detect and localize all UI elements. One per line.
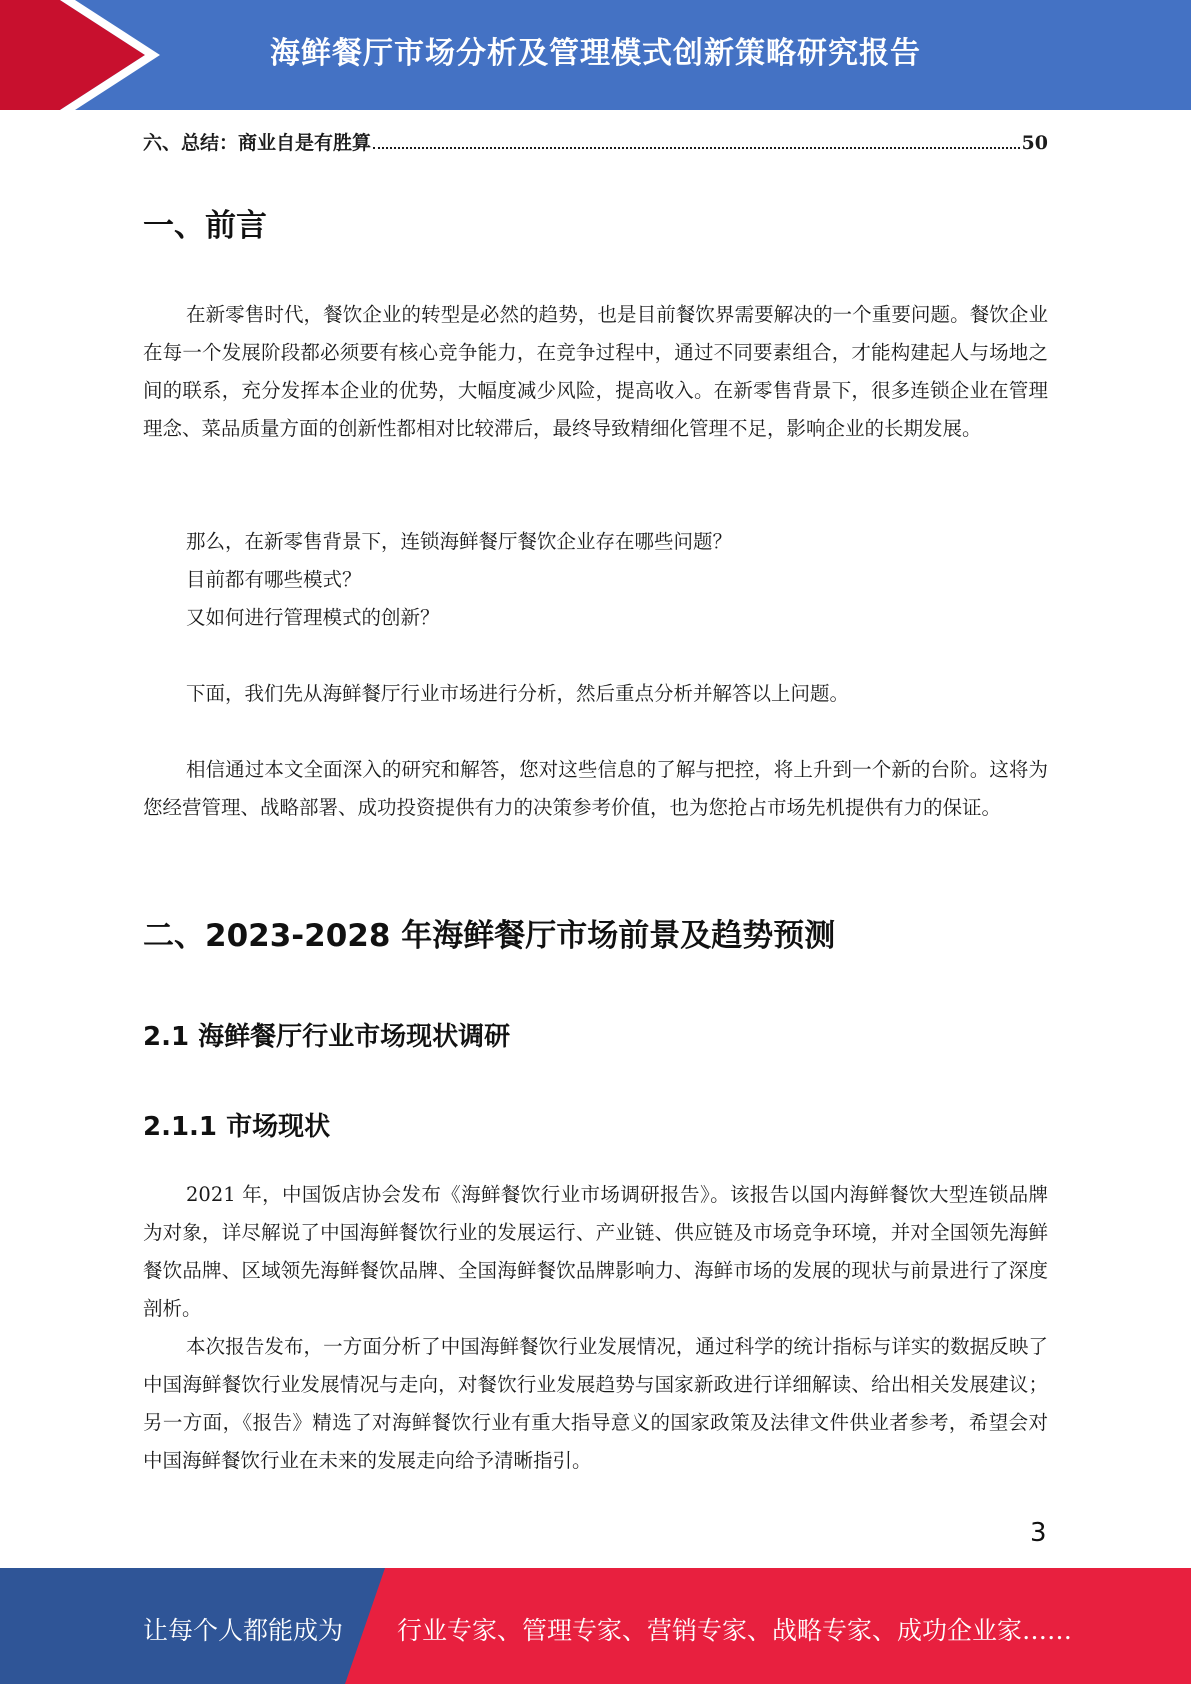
- market-status-paragraph-2: 本次报告发布，一方面分析了中国海鲜餐饮行业发展情况，通过科学的统计指标与详实的数据反映了中国海鲜餐饮行业发展情况与走向，对餐饮行业发展趋势与国家新政进行详细解读、给出相关发展建议；另一方面，《报告》精选了对海鲜餐饮行业有重大指导意义的国家政策及法律文件供业者参考，希望会对中国海鲜餐饮行业在未来的发展走向给予清晰指引。: [143, 1335, 1048, 1472]
- toc-entry[interactable]: [143, 128, 1048, 162]
- report-title: 海鲜餐厅市场分析及管理模式创新策略研究报告: [270, 36, 921, 71]
- page-header: [0, 0, 1191, 110]
- preface-paragraph-2: 下面，我们先从海鲜餐厅行业市场进行分析，然后重点分析并解答以上问题。: [186, 682, 850, 705]
- page-number: 3: [1030, 1518, 1047, 1548]
- toc-leader-dots: [373, 147, 1020, 149]
- footer-slogan-right: 行业专家、管理专家、营销专家、战略专家、成功企业家……: [397, 1616, 1073, 1645]
- section-heading-forecast: 二、2023-2028 年海鲜餐厅市场前景及趋势预测: [143, 918, 836, 954]
- footer-slogan-left: 让每个人都能成为: [143, 1616, 344, 1645]
- market-status-paragraph-1: 2021 年，中国饭店协会发布《海鲜餐饮行业市场调研报告》。该报告以国内海鲜餐饮大型连锁品牌为对象，详尽解说了中国海鲜餐饮行业的发展运行、产业链、供应链及市场竞争环境，并对全国领先海鲜餐饮品牌、区域领先海鲜餐饮品牌、全国海鲜餐饮品牌影响力、海鲜市场的发展的现状与前景进行了深度剖析。: [143, 1183, 1048, 1320]
- page-footer: [0, 1568, 1191, 1684]
- section-heading-preface: 一、前言: [143, 208, 267, 244]
- header-arrow-decoration: [0, 0, 160, 110]
- toc-entry-label: 六、总结：商业自是有胜算: [143, 132, 372, 154]
- page-content: [143, 128, 1048, 1472]
- toc-entry-page: 50: [1021, 132, 1048, 154]
- preface-paragraph-1: 在新零售时代，餐饮企业的转型是必然的趋势，也是目前餐饮界需要解决的一个重要问题。餐饮企业在每一个发展阶段都必须要有核心竞争能力，在竞争过程中，通过不同要素组合，才能构建起人与场地之间的联系，充分发挥本企业的优势，大幅度减少风险，提高收入。在新零售背景下，很多连锁企业在管理理念、菜品质量方面的创新性都相对比较滞后，最终导致精细化管理不足，影响企业的长期发展。: [143, 303, 1048, 440]
- subsection-heading-2-1-1: 2.1.1 市场现状: [143, 1112, 331, 1142]
- preface-question-3: 又如何进行管理模式的创新？: [186, 606, 440, 629]
- preface-question-1: 那么，在新零售背景下，连锁海鲜餐厅餐饮企业存在哪些问题？: [186, 530, 733, 553]
- subsection-heading-2-1: 2.1 海鲜餐厅行业市场现状调研: [143, 1022, 511, 1052]
- preface-paragraph-3: 相信通过本文全面深入的研究和解答，您对这些信息的了解与把控，将上升到一个新的台阶。这将为您经营管理、战略部署、成功投资提供有力的决策参考价值，也为您抢占市场先机提供有力的保证。: [143, 758, 1048, 819]
- preface-question-2: 目前都有哪些模式？: [186, 568, 362, 591]
